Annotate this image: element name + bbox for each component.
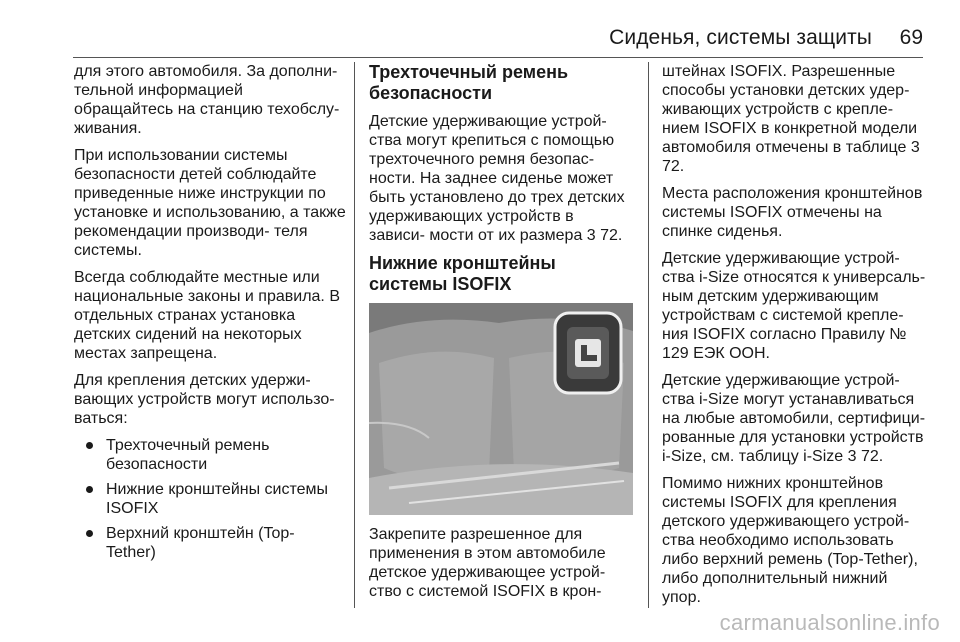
paragraph: Детские удерживающие устрой- ства i-Size относятся к универсаль- ным детским удерживающим устройствам с системой крепле- ния ISOFIX согласно Правилу № 129 ЕЭК ООН. xyxy=(662,250,926,362)
paragraph: Всегда соблюдайте местные или национальные законы и правила. В отдельных странах установка детских сидений на некоторых местах запрещена. xyxy=(74,269,340,362)
section-heading: Трехточечный ремень безопасности xyxy=(369,62,569,103)
list-item xyxy=(74,480,346,518)
paragraph: Детские удерживающие устрой- ства могут крепиться с помощью трехточечного ремня безопас- ности. На заднее сиденье может быть установлено до трех детских удерживающих устройств в зависи- мости от их размера 3 72. xyxy=(369,113,625,244)
rear-seat-illustration xyxy=(369,303,633,515)
bullet-icon xyxy=(86,442,93,449)
isofix-seat-photo xyxy=(369,303,633,515)
bullet-list xyxy=(74,436,346,562)
header-divider xyxy=(73,57,923,58)
paragraph: для этого автомобиля. За дополни- тельной информацией обращайтесь на станцию техобслу- живания. xyxy=(74,63,340,137)
section-heading: Нижние кронштейны системы ISOFIX xyxy=(369,253,556,294)
column-divider-right xyxy=(648,62,649,608)
paragraph: Помимо нижних кронштейнов системы ISOFIX для крепления детского удерживающего устрой- ства необходимо использовать либо верхний ремень (Top-Tether), либо дополнительный нижний упор. xyxy=(662,475,918,606)
list-item xyxy=(74,524,346,562)
paragraph: Места расположения кронштейнов системы ISOFIX отмечены на спинке сиденья. xyxy=(662,185,923,240)
paragraph: Для крепления детских удержи- вающих устройств могут использо- ваться: xyxy=(74,372,335,427)
bullet-icon xyxy=(86,530,93,537)
list-item-text: Верхний кронштейн (Top- Tether) xyxy=(106,525,295,561)
text-column-2 xyxy=(369,62,634,609)
paragraph: При использовании системы безопасности детей соблюдайте приведенные ниже инструкции по установке и использованию, а также рекомендации производи- теля системы. xyxy=(74,147,346,259)
paragraph: штейнах ISOFIX. Разрешенные способы установки детских удер- живающих устройств с крепле- нием ISOFIX в конкретной модели автомобиля отмечены в таблице 3 72. xyxy=(662,63,920,175)
page-title: Сиденья, системы защиты xyxy=(609,26,872,49)
column-divider-left xyxy=(354,62,355,608)
list-item-text: Трехточечный ремень безопасности xyxy=(106,437,270,473)
list-item-text: Нижние кронштейны системы ISOFIX xyxy=(106,481,329,517)
page-header xyxy=(0,0,960,58)
text-column-3 xyxy=(662,62,927,615)
paragraph: Закрепите разрешенное для применения в этом автомобиле детское удерживающее устрой- ство с системой ISOFIX в крон- xyxy=(369,526,606,600)
watermark: carmanualsonline.info xyxy=(719,610,940,635)
text-column-1 xyxy=(74,62,346,568)
bullet-icon xyxy=(86,486,93,493)
list-item xyxy=(74,436,346,474)
page-number: 69 xyxy=(899,26,923,49)
paragraph: Детские удерживающие устрой- ства i-Size могут устанавливаться на любые автомобили, сертифици- рованные для установки устройств i-Size, см. таблицу i-Size 3 72. xyxy=(662,372,926,465)
